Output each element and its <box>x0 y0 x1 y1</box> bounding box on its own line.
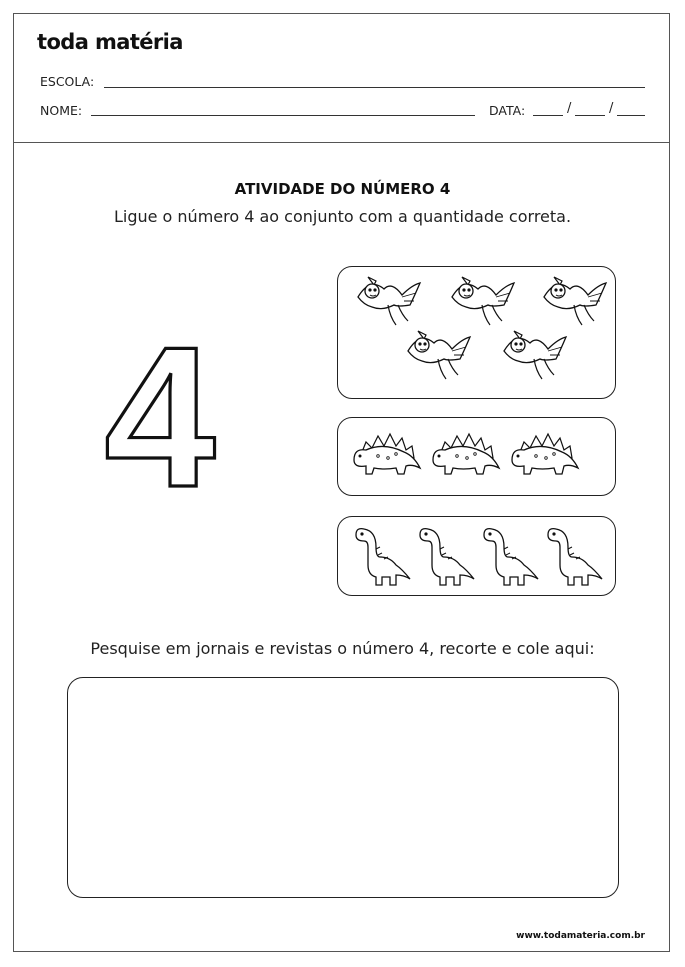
ptero-1 <box>358 277 420 325</box>
ptero-3 <box>544 277 606 325</box>
school-field[interactable] <box>104 87 645 88</box>
stego-3 <box>512 434 578 474</box>
header-divider <box>13 142 670 143</box>
date-label: DATA: <box>489 103 526 118</box>
longneck-1 <box>356 529 410 585</box>
ptero-2 <box>452 277 514 325</box>
longneck-3 <box>484 529 538 585</box>
group-long-neck-dinosaurs[interactable] <box>337 516 616 596</box>
paste-area[interactable] <box>67 677 619 898</box>
date-separator: / <box>567 101 572 116</box>
name-label: NOME: <box>40 103 83 118</box>
activity-instruction: Ligue o número 4 ao conjunto com a quantidade correta. <box>113 207 572 226</box>
big-number-four <box>80 330 240 500</box>
brand-logo: toda matéria <box>37 30 183 54</box>
school-label: ESCOLA: <box>40 74 95 89</box>
paste-instruction: Pesquise em jornais e revistas o número 4, recorte e cole aqui: <box>90 639 595 658</box>
group-pterodactyls[interactable] <box>337 266 616 399</box>
ptero-5 <box>504 331 566 379</box>
group-stegosauruses[interactable] <box>337 417 616 496</box>
ptero-4 <box>408 331 470 379</box>
name-field[interactable] <box>91 115 475 116</box>
activity-title: ATIVIDADE DO NÚMERO 4 <box>234 180 451 198</box>
longneck-4 <box>548 529 602 585</box>
date-month-field[interactable] <box>575 115 605 116</box>
longneck-2 <box>420 529 474 585</box>
footer-website: www.todamateria.com.br <box>516 931 645 941</box>
date-day-field[interactable] <box>533 115 563 116</box>
stego-1 <box>354 434 420 474</box>
date-year-field[interactable] <box>617 115 645 116</box>
stego-2 <box>433 434 499 474</box>
date-separator: / <box>609 101 614 116</box>
big-number-glyph: 4 <box>104 330 216 500</box>
